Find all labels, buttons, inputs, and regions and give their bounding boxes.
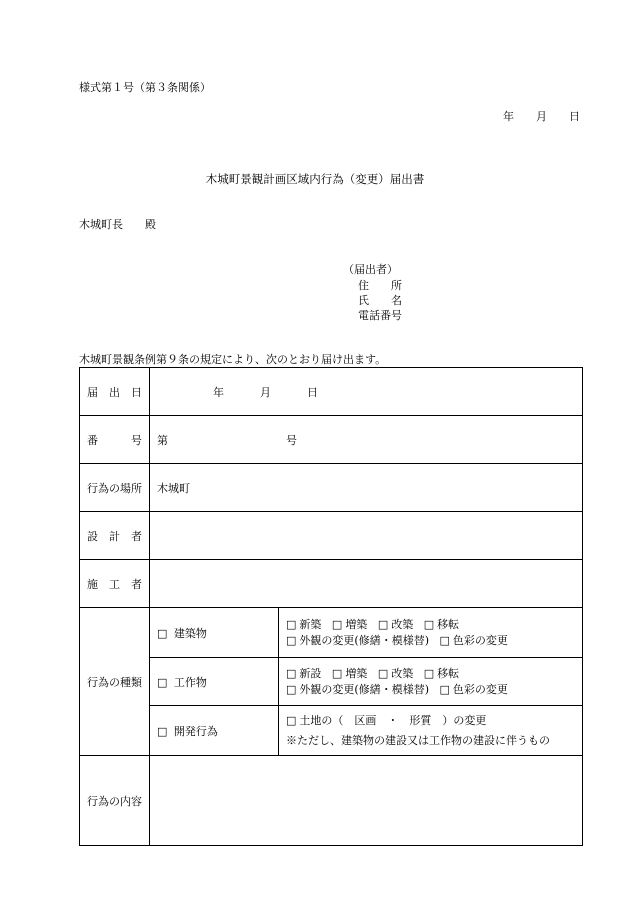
building-exterior-checkbox[interactable]: □ <box>286 633 297 647</box>
statement: 木城町景観条例第９条の規定により、次のとおり届け出ます。 <box>79 353 387 366</box>
structure-new-checkbox[interactable]: □ <box>286 666 297 680</box>
structure-rebuild-label: 改築 <box>391 666 414 680</box>
date-day-label: 日 <box>569 110 580 123</box>
development-checkbox[interactable]: □ <box>157 724 168 738</box>
structure-label: 工作物 <box>173 675 207 689</box>
action-type-label: 行為の種類 <box>80 608 150 756</box>
number-label: 番 号 <box>80 416 150 464</box>
date-month-label: 月 <box>536 110 547 123</box>
action-type-development-row <box>80 706 583 756</box>
building-extension-label: 増築 <box>345 617 368 631</box>
action-type-building-row <box>80 608 583 658</box>
notifier-name-label: 氏 名 <box>358 294 402 307</box>
development-land-label: 土地の（ 区画 ・ 形質 ）の変更 <box>299 713 487 727</box>
addressee <box>79 216 156 232</box>
designer-field[interactable] <box>150 512 583 560</box>
location-value: 木城町 <box>157 481 190 495</box>
content-label: 行為の内容 <box>80 756 150 846</box>
action-type-structure-row <box>80 658 583 706</box>
building-color-label: 色彩の変更 <box>452 633 508 647</box>
number-field[interactable] <box>150 416 583 464</box>
notifier-name-row <box>358 292 406 308</box>
building-extension-checkbox[interactable]: □ <box>331 617 343 631</box>
notifier-address-label: 住 所 <box>358 279 402 292</box>
form-number: 様式第１号（第３条関係） <box>79 81 211 94</box>
document-title: 木城町景観計画区域内行為（変更）届出書 <box>205 172 425 186</box>
structure-relocation-checkbox[interactable]: □ <box>423 666 435 680</box>
notifier-address-row <box>358 277 406 293</box>
building-checkbox[interactable]: □ <box>157 626 168 640</box>
filing-date-year: 年 <box>213 385 224 399</box>
designer-label: 設 計 者 <box>80 512 150 560</box>
development-note: ※ただし、建築物の建設又は工作物の建設に伴うもの <box>286 733 550 747</box>
structure-category[interactable] <box>150 658 279 706</box>
building-rebuild-label: 改築 <box>391 617 414 631</box>
filing-date-row <box>80 368 583 416</box>
structure-color-label: 色彩の変更 <box>452 682 508 696</box>
number-suffix: 号 <box>286 433 297 447</box>
building-exterior-label: 外観の変更(修繕・模様替) <box>299 633 429 647</box>
building-new-label: 新築 <box>299 617 322 631</box>
notification-form-table <box>79 367 583 846</box>
development-land-checkbox[interactable]: □ <box>286 713 297 727</box>
number-row <box>80 416 583 464</box>
designer-row <box>80 512 583 560</box>
structure-rebuild-checkbox[interactable]: □ <box>377 666 389 680</box>
constructor-label: 施 工 者 <box>80 560 150 608</box>
addressee-name: 木城町長 <box>79 218 123 231</box>
notifier-phone-label: 電話番号 <box>358 309 402 322</box>
constructor-row <box>80 560 583 608</box>
development-options <box>279 706 583 756</box>
development-category[interactable] <box>150 706 279 756</box>
notifier-heading: （届出者） <box>343 263 398 276</box>
building-label: 建築物 <box>173 626 207 640</box>
structure-extension-checkbox[interactable]: □ <box>331 666 343 680</box>
filing-date-day: 日 <box>307 385 318 399</box>
constructor-field[interactable] <box>150 560 583 608</box>
location-row <box>80 464 583 512</box>
notifier-phone-row <box>358 307 406 323</box>
building-color-checkbox[interactable]: □ <box>439 633 450 647</box>
filing-date-label: 届 出 日 <box>80 368 150 416</box>
building-rebuild-checkbox[interactable]: □ <box>377 617 389 631</box>
content-field[interactable] <box>150 756 583 846</box>
structure-checkbox[interactable]: □ <box>157 675 168 689</box>
building-relocation-label: 移転 <box>437 617 460 631</box>
number-prefix: 第 <box>157 433 168 447</box>
structure-exterior-label: 外観の変更(修繕・模様替) <box>299 682 429 696</box>
structure-extension-label: 増築 <box>345 666 368 680</box>
structure-options <box>279 658 583 706</box>
location-field[interactable] <box>150 464 583 512</box>
date-year-label: 年 <box>503 110 514 123</box>
building-category[interactable] <box>150 608 279 658</box>
building-new-checkbox[interactable]: □ <box>286 617 297 631</box>
development-label: 開発行為 <box>173 724 218 738</box>
filing-date-month: 月 <box>260 385 271 399</box>
structure-relocation-label: 移転 <box>437 666 460 680</box>
structure-exterior-checkbox[interactable]: □ <box>286 682 297 696</box>
filing-date-field[interactable] <box>150 368 583 416</box>
location-label: 行為の場所 <box>80 464 150 512</box>
addressee-honorific: 殿 <box>145 218 156 231</box>
content-row <box>80 756 583 846</box>
structure-new-label: 新設 <box>299 666 322 680</box>
submission-date <box>503 108 580 124</box>
structure-color-checkbox[interactable]: □ <box>439 682 450 696</box>
building-relocation-checkbox[interactable]: □ <box>423 617 435 631</box>
building-options <box>279 608 583 658</box>
